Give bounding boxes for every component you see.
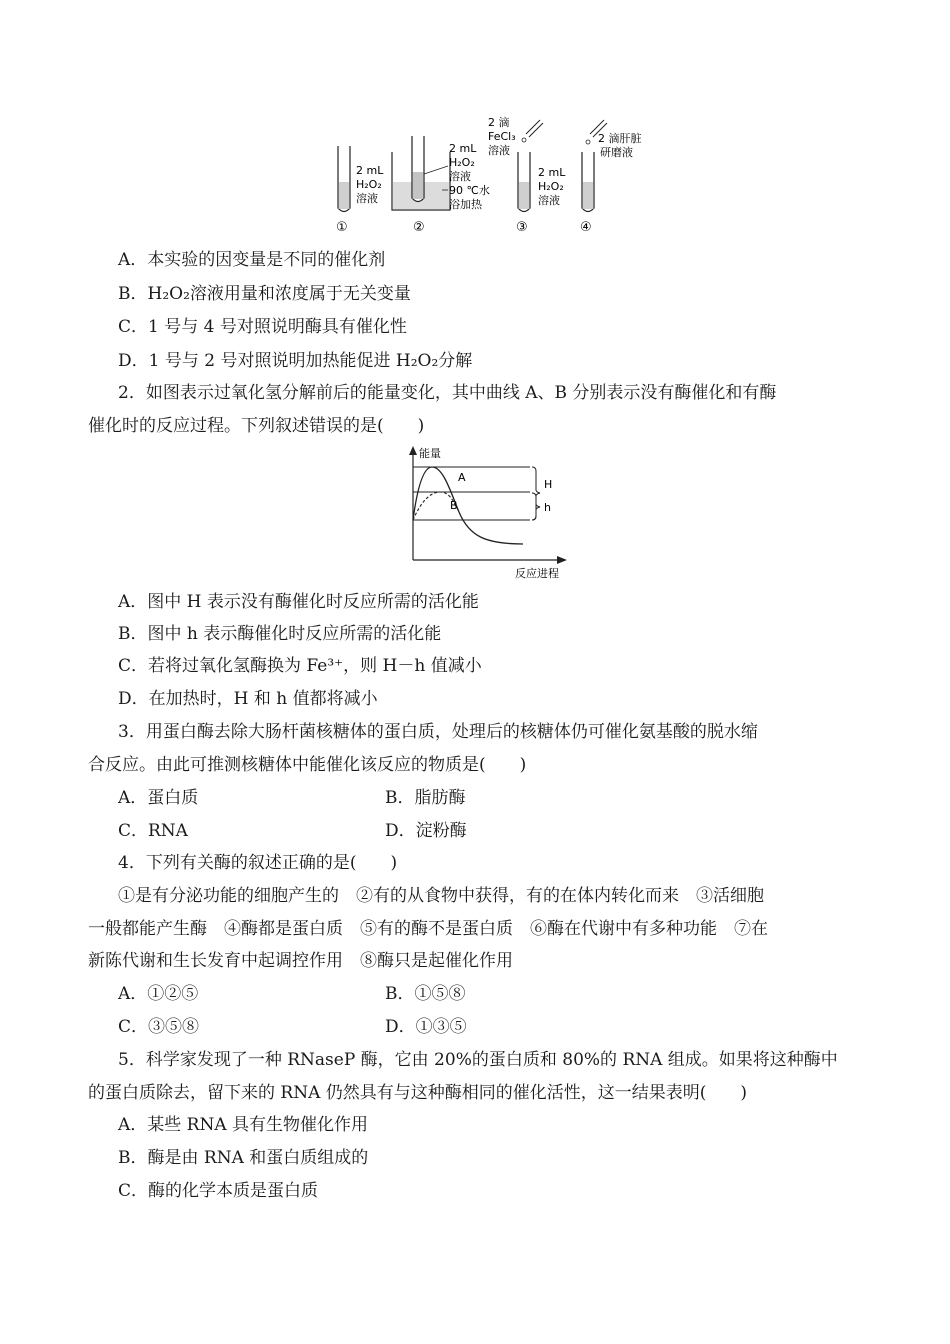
tube-3-drop-label-1: 2 滴 — [488, 116, 510, 129]
q2-option-c: C．若将过氧化氢酶换为 Fe³⁺，则 H－h 值减小 — [118, 656, 482, 676]
tube-3-number: ③ — [516, 220, 528, 235]
q3-option-c: C．RNA — [118, 821, 188, 841]
energy-diagram — [395, 440, 575, 582]
q3-option-d: D．淀粉酶 — [385, 821, 467, 841]
y-axis-arrow-icon — [409, 446, 417, 455]
tube-2-number: ② — [413, 220, 425, 235]
tube-3-drop-label-2: FeCl₃ — [488, 130, 516, 143]
q4-option-d: D．①③⑤ — [385, 1017, 467, 1037]
q2-stem-line-1: 2．如图表示过氧化氢分解前后的能量变化，其中曲线 A、B 分别表示没有酶催化和有酶 — [118, 383, 777, 403]
test-tube-figure — [330, 112, 642, 238]
tube-2-label-2: H₂O₂ — [449, 156, 475, 169]
big-h-label: H — [544, 478, 553, 491]
q4-option-c: C．③⑤⑧ — [118, 1017, 200, 1037]
q5-option-c: C．酶的化学本质是蛋白质 — [118, 1181, 319, 1201]
q4-option-b: B．①⑤⑧ — [385, 984, 466, 1004]
q3-stem-line-1: 3．用蛋白酶去除大肠杆菌核糖体的蛋白质，处理后的核糖体仍可催化氨基酸的脱水缩 — [118, 722, 758, 742]
tube-2-label-1: 2 mL — [449, 142, 477, 155]
q2-option-d: D．在加热时，H 和 h 值都将减小 — [118, 689, 378, 709]
tube-2-label-3: 溶液 — [449, 170, 471, 183]
q4-items-line-2: 一般都能产生酶 ④酶都是蛋白质 ⑤有的酶不是蛋白质 ⑥酶在代谢中有多种功能 ⑦在 — [88, 919, 768, 939]
tube-2-bath-label-2: 浴加热 — [449, 198, 482, 211]
q5-stem-line-2: 的蛋白质除去，留下来的 RNA 仍然具有与这种酶相同的催化活性，这一结果表明( ) — [88, 1083, 748, 1103]
tube-1-label-3: 溶液 — [356, 192, 378, 205]
tube-3-label-1: 2 mL — [538, 166, 566, 179]
q2-option-a: A．图中 H 表示没有酶催化时反应所需的活化能 — [118, 592, 479, 612]
tube-2-bath-label-1: 90 ℃水 — [449, 184, 490, 197]
tube-3-label-2: H₂O₂ — [538, 180, 564, 193]
curve-b-label: B — [450, 499, 458, 512]
q2-option-b: B．图中 h 表示酶催化时反应所需的活化能 — [118, 624, 442, 644]
tube-4 — [580, 120, 642, 235]
x-axis-label: 反应进程 — [515, 567, 559, 580]
q3-option-a: A．蛋白质 — [118, 788, 199, 808]
q5-stem-line-1: 5．科学家发现了一种 RNaseP 酶，它由 20%的蛋白质和 80%的 RNA 组成。如果将这种酶中 — [118, 1050, 838, 1070]
tube-3 — [488, 116, 566, 235]
q3-option-b: B．脂肪酶 — [385, 788, 466, 808]
q4-option-a: A．①②⑤ — [118, 984, 199, 1004]
q1-option-d: D．1 号与 2 号对照说明加热能促进 H₂O₂分解 — [118, 351, 473, 371]
q1-option-b: B．H₂O₂溶液用量和浓度属于无关变量 — [118, 284, 411, 304]
tube-4-number: ④ — [580, 220, 592, 235]
tube-3-label-3: 溶液 — [538, 194, 560, 207]
curve-a — [413, 467, 523, 544]
q4-stem: 4．下列有关酶的叙述正确的是( ) — [118, 853, 398, 873]
q1-option-a: A．本实验的因变量是不同的催化剂 — [118, 250, 386, 270]
tube-1-number: ① — [336, 220, 348, 235]
q5-option-b: B．酶是由 RNA 和蛋白质组成的 — [118, 1148, 369, 1168]
q1-option-c: C．1 号与 4 号对照说明酶具有催化性 — [118, 317, 407, 337]
curve-a-label: A — [458, 471, 466, 484]
x-axis-arrow-icon — [557, 556, 567, 564]
q4-items-line-3: 新陈代谢和生长发育中起调控作用 ⑧酶只是起催化作用 — [88, 951, 513, 971]
tube-4-drop-label-2: 研磨液 — [600, 146, 633, 159]
q5-option-a: A．某些 RNA 具有生物催化作用 — [118, 1115, 369, 1135]
q4-items-line-1: ①是有分泌功能的细胞产生的 ②有的从食物中获得，有的在体内转化而来 ③活细胞 — [118, 886, 764, 906]
tube-1-label-1: 2 mL — [356, 164, 384, 177]
q2-stem-line-2: 催化时的反应过程。下列叙述错误的是( ) — [88, 416, 425, 436]
tube-3-drop-label-3: 溶液 — [488, 144, 510, 157]
tube-1 — [336, 146, 384, 235]
small-h-label: h — [544, 501, 551, 514]
tube-4-drop-label-1: 2 滴肝脏 — [598, 132, 642, 145]
q3-stem-line-2: 合反应。由此可推测核糖体中能催化该反应的物质是( ) — [88, 755, 527, 775]
tube-2 — [392, 136, 490, 235]
tube-1-label-2: H₂O₂ — [356, 178, 382, 191]
y-axis-label: 能量 — [419, 447, 441, 460]
